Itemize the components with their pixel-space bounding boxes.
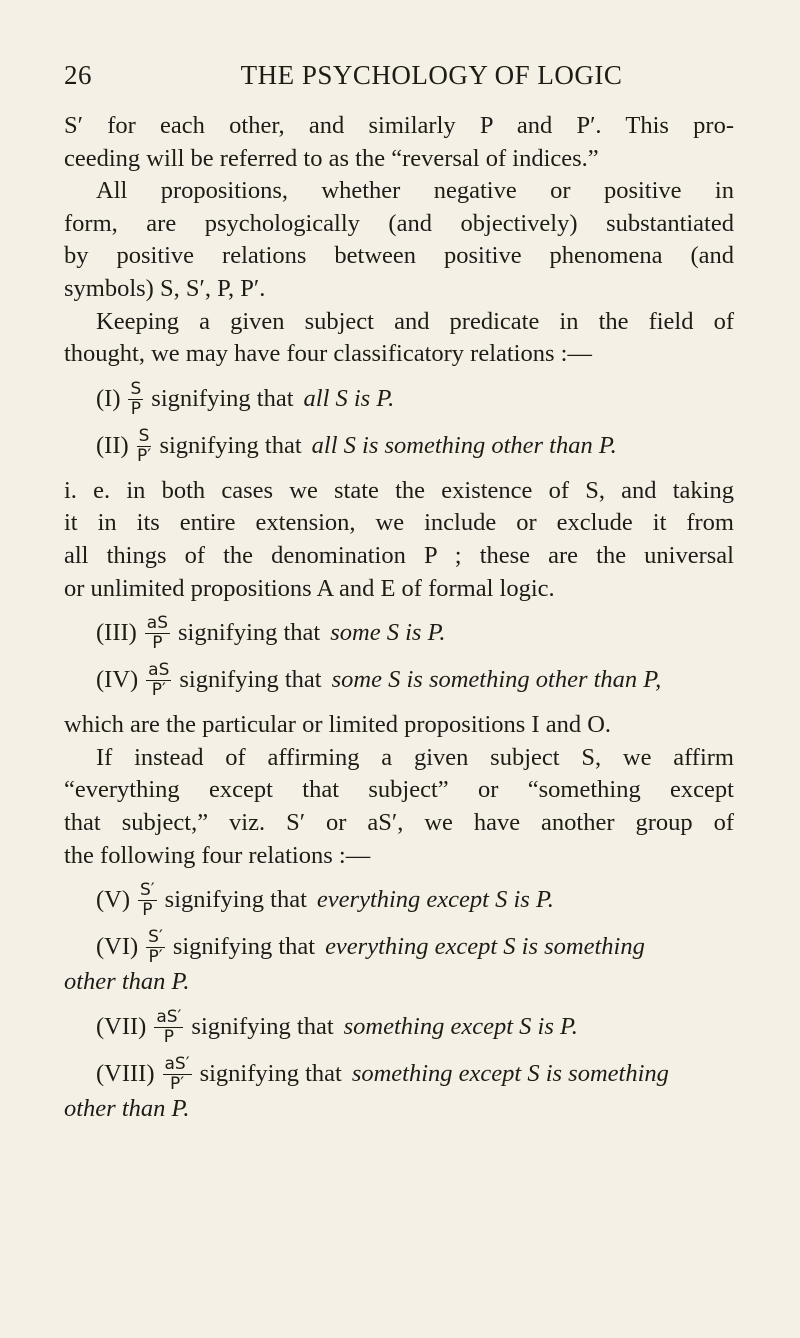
fraction: $\frac{aS'}{P'}$ [164, 1053, 190, 1094]
fraction: $\frac{aS}{P'}$ [148, 660, 170, 701]
page-header [64, 60, 734, 91]
page-number: 26 [64, 60, 92, 90]
running-title: THE PSYCHOLOGY OF LOGIC [240, 60, 623, 90]
paragraph: If instead of affirming a given subject S, we affirm “everything except that subject” or “something except that subject,” viz. S′ or aS′, we have another group of the following four relations :— [64, 743, 734, 869]
relation-continuation: other than P. [64, 968, 190, 996]
page-body [64, 110, 734, 1125]
relation-7: (VII) $\frac{aS'}{P}$ signifying that something except S is P. [96, 1006, 578, 1047]
fraction: $\frac{S'}{P'}$ [148, 927, 163, 968]
relation-continuation: other than P. [64, 1094, 190, 1122]
fraction: $\frac{S}{P}$ [130, 378, 142, 419]
relation-3: (III) $\frac{aS}{P}$ signifying that some S is P. [96, 613, 446, 654]
fraction: $\frac{aS}{P}$ [146, 613, 169, 654]
relation-2: (II) $\frac{S}{P'}$ signifying that all S is something other than P. [96, 425, 617, 466]
relation-6: (VI) $\frac{S'}{P'}$ signifying that everything except S is something [96, 927, 645, 968]
relation-1: (I) $\frac{S}{P}$ signifying that all S is P. [96, 378, 395, 419]
fraction: $\frac{S}{P'}$ [136, 425, 152, 466]
paragraph: Keeping a given subject and predicate in the field of thought, we may have four classificatory relations :— [64, 307, 734, 368]
fraction: $\frac{S'}{P}$ [140, 880, 155, 921]
paragraph: i. e. in both cases we state the existence of S, and taking it in its entire extension, we include or exclude it from all things of the denomination P ; these are the universal or unlimited propositions A and E of formal logic. [64, 476, 734, 602]
paragraph: All propositions, whether negative or positive in form, are psychologically (and objectively) substantiated by positive relations between positive phenomena (and symbols) S, S′, P, P′. [64, 177, 734, 302]
relation-8: (VIII) $\frac{aS'}{P'}$ signifying that something except S is something [96, 1053, 669, 1094]
relation-4: (IV) $\frac{aS}{P'}$ signifying that some S is something other than P, [96, 660, 662, 701]
relation-5: (V) $\frac{S'}{P}$ signifying that everything except S is P. [96, 880, 554, 921]
fraction: $\frac{aS'}{P}$ [156, 1006, 182, 1047]
paragraph: S′ for each other, and similarly P and P′. This pro- ceeding will be referred to as the “reversal of indices.” [64, 112, 734, 172]
paragraph: which are the particular or limited propositions I and O. [64, 711, 612, 739]
